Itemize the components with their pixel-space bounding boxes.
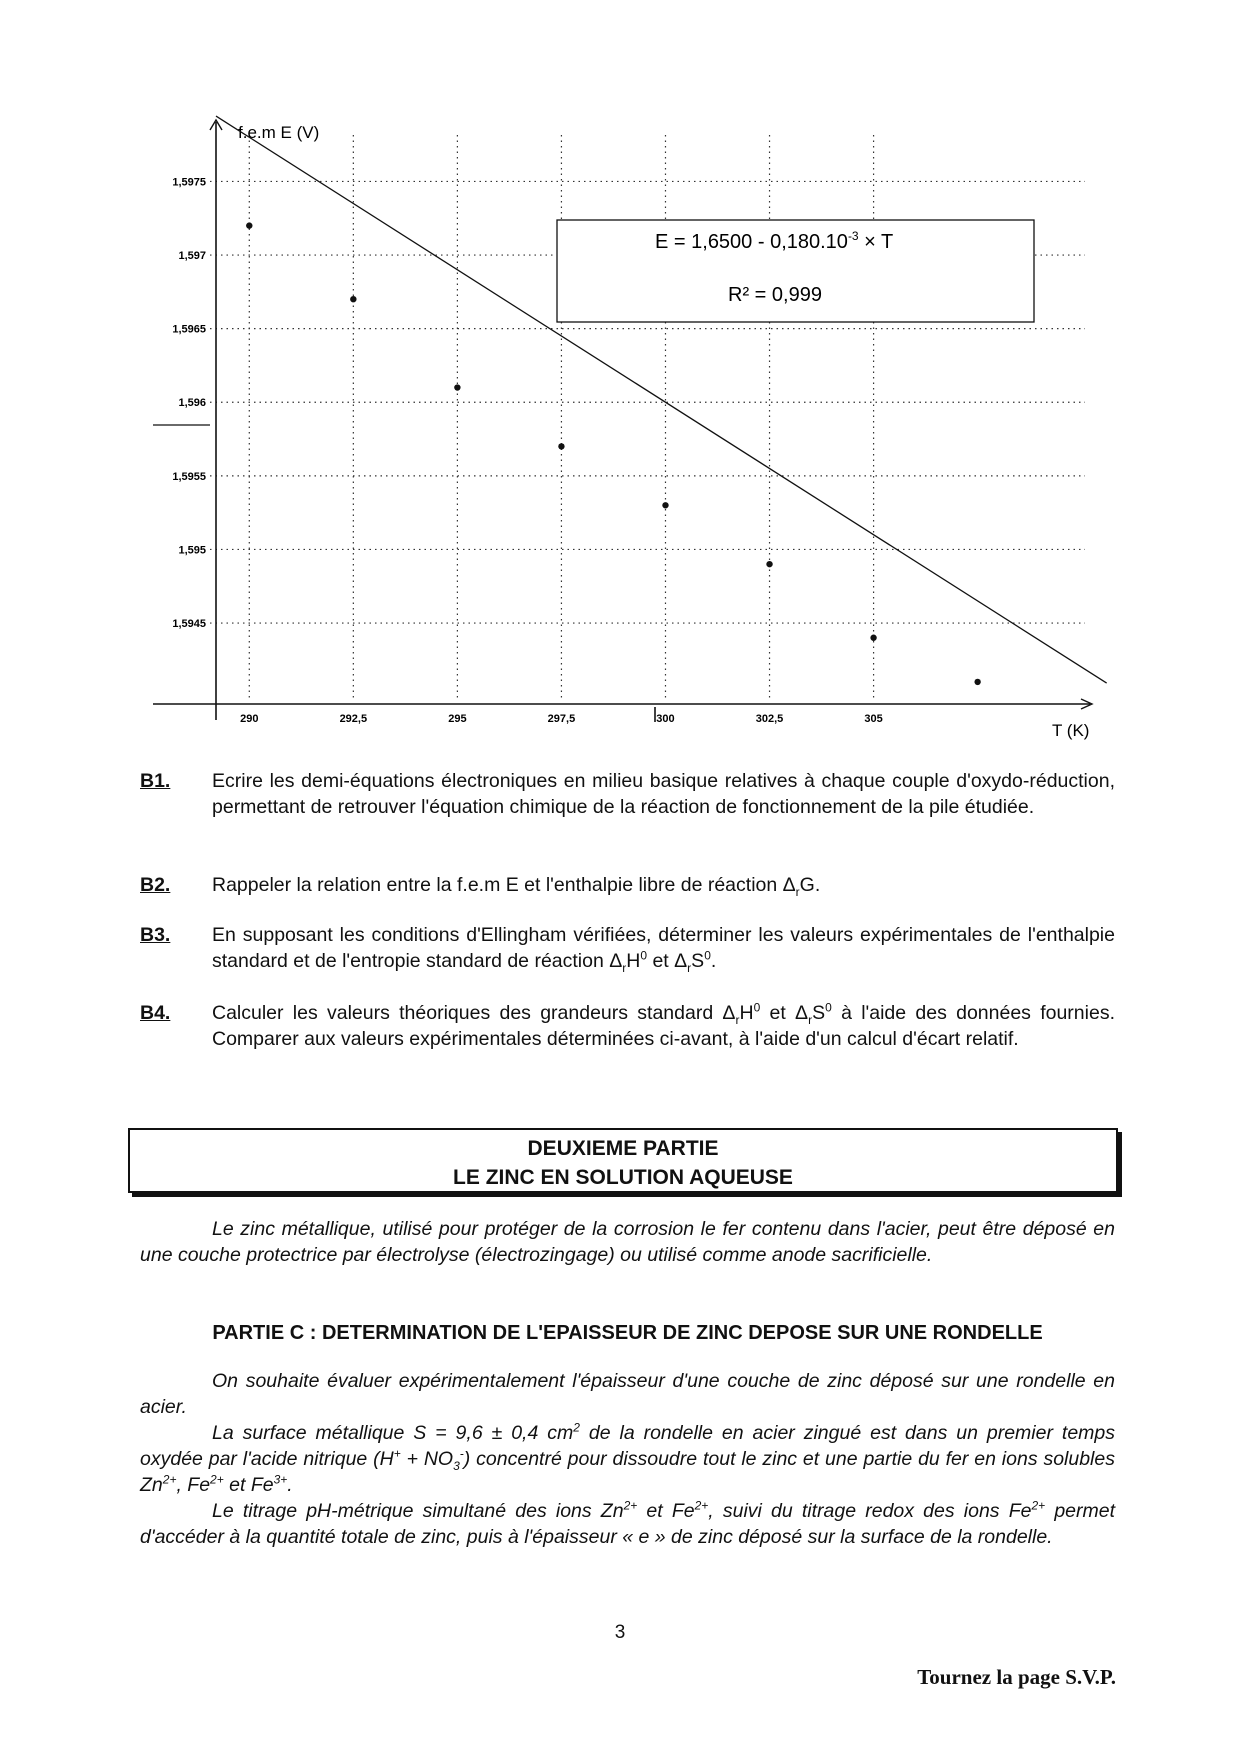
question-text: En supposant les conditions d'Ellingham vérifiées, déterminer les valeurs expérimentales de l'enthalpie standard et de l'entropie standard de réaction $\Delta_rH^0$ et $\Delta_rS^0$. [212,924,1115,975]
part-subtitle: LE ZINC EN SOLUTION AQUEUSE [453,1166,793,1189]
equation-text: $E = 1,6500 - 0,180.10^{-3} \times T$ [655,229,894,253]
x-tick-label: 292,5 [339,713,368,725]
paragraph-2: La surface métallique S = 9,6 ± 0,4 $cm^2$ de la rondelle en acier zingué est dans un premier temps oxydée par l'acide nitrique $(H^+ + NO_3^-)$ concentré pour dissoudre tout le zinc et une partie du fer en ions solubles $Zn^{2+}$, $Fe^{2+}$ et $Fe^{3+}$. [140,1420,1115,1496]
x-tick-label: 297,5 [547,713,576,725]
data-point [246,222,252,228]
question-b2 [140,872,1115,898]
question-b3 [140,922,1115,974]
partc-heading: PARTIE C : DETERMINATION DE L'EPAISSEUR DE ZINC DEPOSE SUR UNE RONDELLE [212,1322,1043,1344]
part-title: DEUXIEME PARTIE [527,1137,719,1160]
y-axis-label: f.e.m E (V) [238,123,320,142]
y-tick-label: 1,595 [178,544,206,557]
question-text: Ecrire les demi-équations électroniques en milieu basique relatives à chaque couple d'oxydo-réduction, permettant de retrouver l'équation chimique de la réaction de fonctionnement de la pile étudiée. [212,770,1115,818]
x-tick-label: 290 [240,713,259,725]
r2-text: R² = 0,999 [728,284,822,306]
intro-paragraph: Le zinc métallique, utilisé pour protéger de la corrosion le fer contenu dans l'acier, peut être déposé en une couche protectrice par électrolyse (électrozingage) ou utilisé comme anode sacrificielle. [140,1218,1115,1266]
x-tick-label: 295 [448,713,467,725]
question-label: B1. [140,770,171,792]
x-tick-labels [240,713,883,725]
y-tick-label: 1,596 [178,397,206,410]
y-tick-label: 1,5975 [172,176,206,189]
question-label: B3. [140,924,171,946]
y-tick-label: 1,5955 [172,470,206,483]
question-text: Rappeler la relation entre la f.e.m E et l'enthalpie libre de réaction $\Delta_rG$. [212,874,821,899]
data-point [766,561,772,567]
data-point [350,296,356,302]
footer-turn-page: Tournez la page S.V.P. [917,1665,1116,1689]
question-b1 [140,768,1115,820]
question-text: Calculer les valeurs théoriques des grandeurs standard $\Delta_rH^0$ et $\Delta_rS^0$ à l'aide des données fournies. Comparer aux valeurs expérimentales déterminées ci-avant, à l'aide d'un calcul d'écart relatif. [212,1000,1115,1050]
paragraph-1: On souhaite évaluer expérimentalement l'épaisseur d'une couche de zinc déposé sur une rondelle en acier. [140,1370,1115,1418]
emf-temperature-chart [0,0,1240,740]
x-tick-label: 300 [656,713,675,725]
question-b4 [140,1000,1115,1052]
data-point [662,502,668,508]
regression-line [216,116,1107,683]
question-label: B2. [140,874,171,896]
x-axis-label: T (K) [1052,721,1090,740]
part-title-box [128,1128,1118,1193]
x-tick-label: 302,5 [755,713,784,725]
data-point [454,384,460,390]
y-tick-labels [172,176,206,630]
y-tick-label: 1,5965 [172,323,206,336]
data-point [974,679,980,685]
data-point [870,635,876,641]
y-tick-label: 1,5945 [172,618,206,631]
x-tick-label: 305 [864,713,883,725]
data-point [558,443,564,449]
paragraph-3: Le titrage pH-métrique simultané des ions $Zn^{2+}$ et $Fe^{2+}$, suivi du titrage redox des ions $Fe^{2+}$ permet d'accéder à la quantité totale de zinc, puis à l'épaisseur « e » de zinc déposé sur la surface de la rondelle. [140,1498,1116,1548]
y-tick-label: 1,597 [178,250,206,263]
question-label: B4. [140,1002,171,1024]
page-number: 3 [614,1622,626,1643]
